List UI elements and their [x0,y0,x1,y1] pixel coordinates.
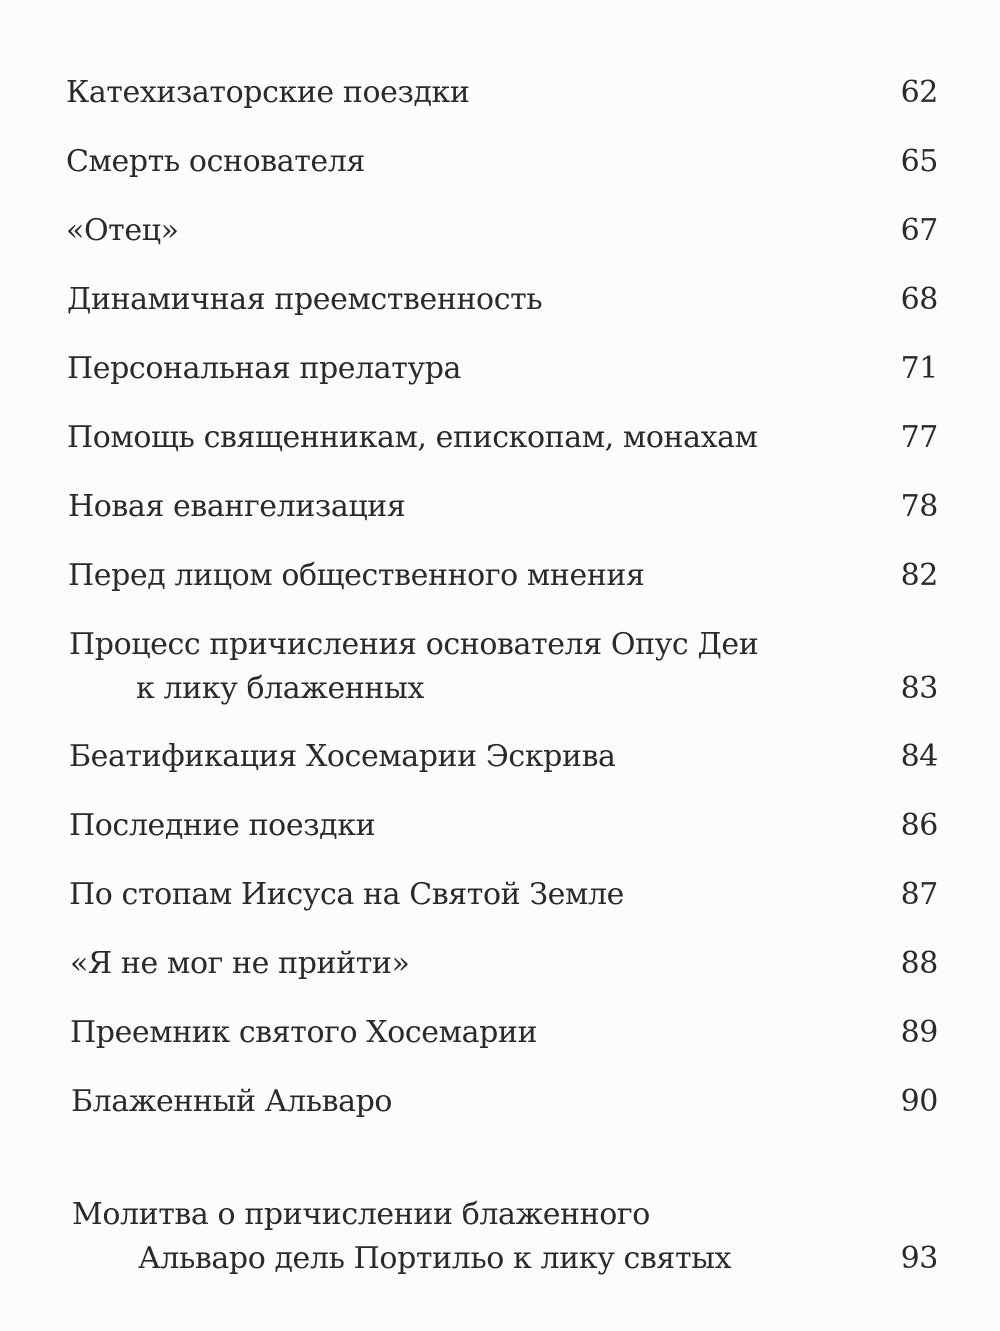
toc-entry-title: Помощь священникам, епископам, монахам [67,420,758,455]
toc-entry-title: По стопам Иисуса на Святой Земле [69,877,624,912]
toc-entry-page: 82 [900,558,938,593]
toc-entry-page: 68 [900,282,938,317]
toc-entry-title: Новая евангелизация [68,489,406,524]
toc-entry-title: Последние поездки [69,808,376,843]
toc-entry-title: Молитва о причислении блаженного [72,1197,650,1232]
toc-entry-title: Процесс причисления основателя Опус Деи [69,627,759,662]
toc-entry-page: 71 [900,351,938,386]
toc-entry-page: 88 [900,946,938,981]
toc-entry-title: Динамичная преемственность [67,282,543,317]
toc-entry-page: 90 [900,1084,938,1119]
toc-entry-title: «Я не мог не прийти» [70,946,410,981]
toc-entry-title: Смерть основателя [66,144,365,179]
toc-entry-title-continuation: Альваро дель Портильо к лику святых [138,1241,732,1276]
toc-entry-page: 84 [900,739,938,774]
toc-entry-page: 65 [900,144,938,179]
toc-entry-title: Преемник святого Хосемарии [70,1015,538,1050]
toc-entry-page: 83 [900,671,938,706]
toc-entry-page: 87 [900,877,938,912]
toc-entry-page: 78 [900,489,938,524]
toc-entry-title-continuation: к лику блаженных [136,671,425,706]
toc-entry-page: 93 [900,1241,938,1276]
toc-entry-page: 86 [900,808,938,843]
toc-entry-title: «Отец» [66,213,179,248]
toc-entry-page: 89 [900,1015,938,1050]
toc-entry-title: Перед лицом общественного мнения [68,558,645,593]
toc-entry-title: Катехизаторские поездки [66,75,470,110]
toc-entry-title: Персональная прелатура [67,351,462,386]
toc-entry-page: 62 [900,75,938,110]
toc-entry-title: Беатификация Хосемарии Эскрива [69,739,616,774]
toc-entry-page: 67 [900,213,938,248]
toc-entry-page: 77 [900,420,938,455]
toc-entry-title: Блаженный Альваро [71,1084,393,1119]
